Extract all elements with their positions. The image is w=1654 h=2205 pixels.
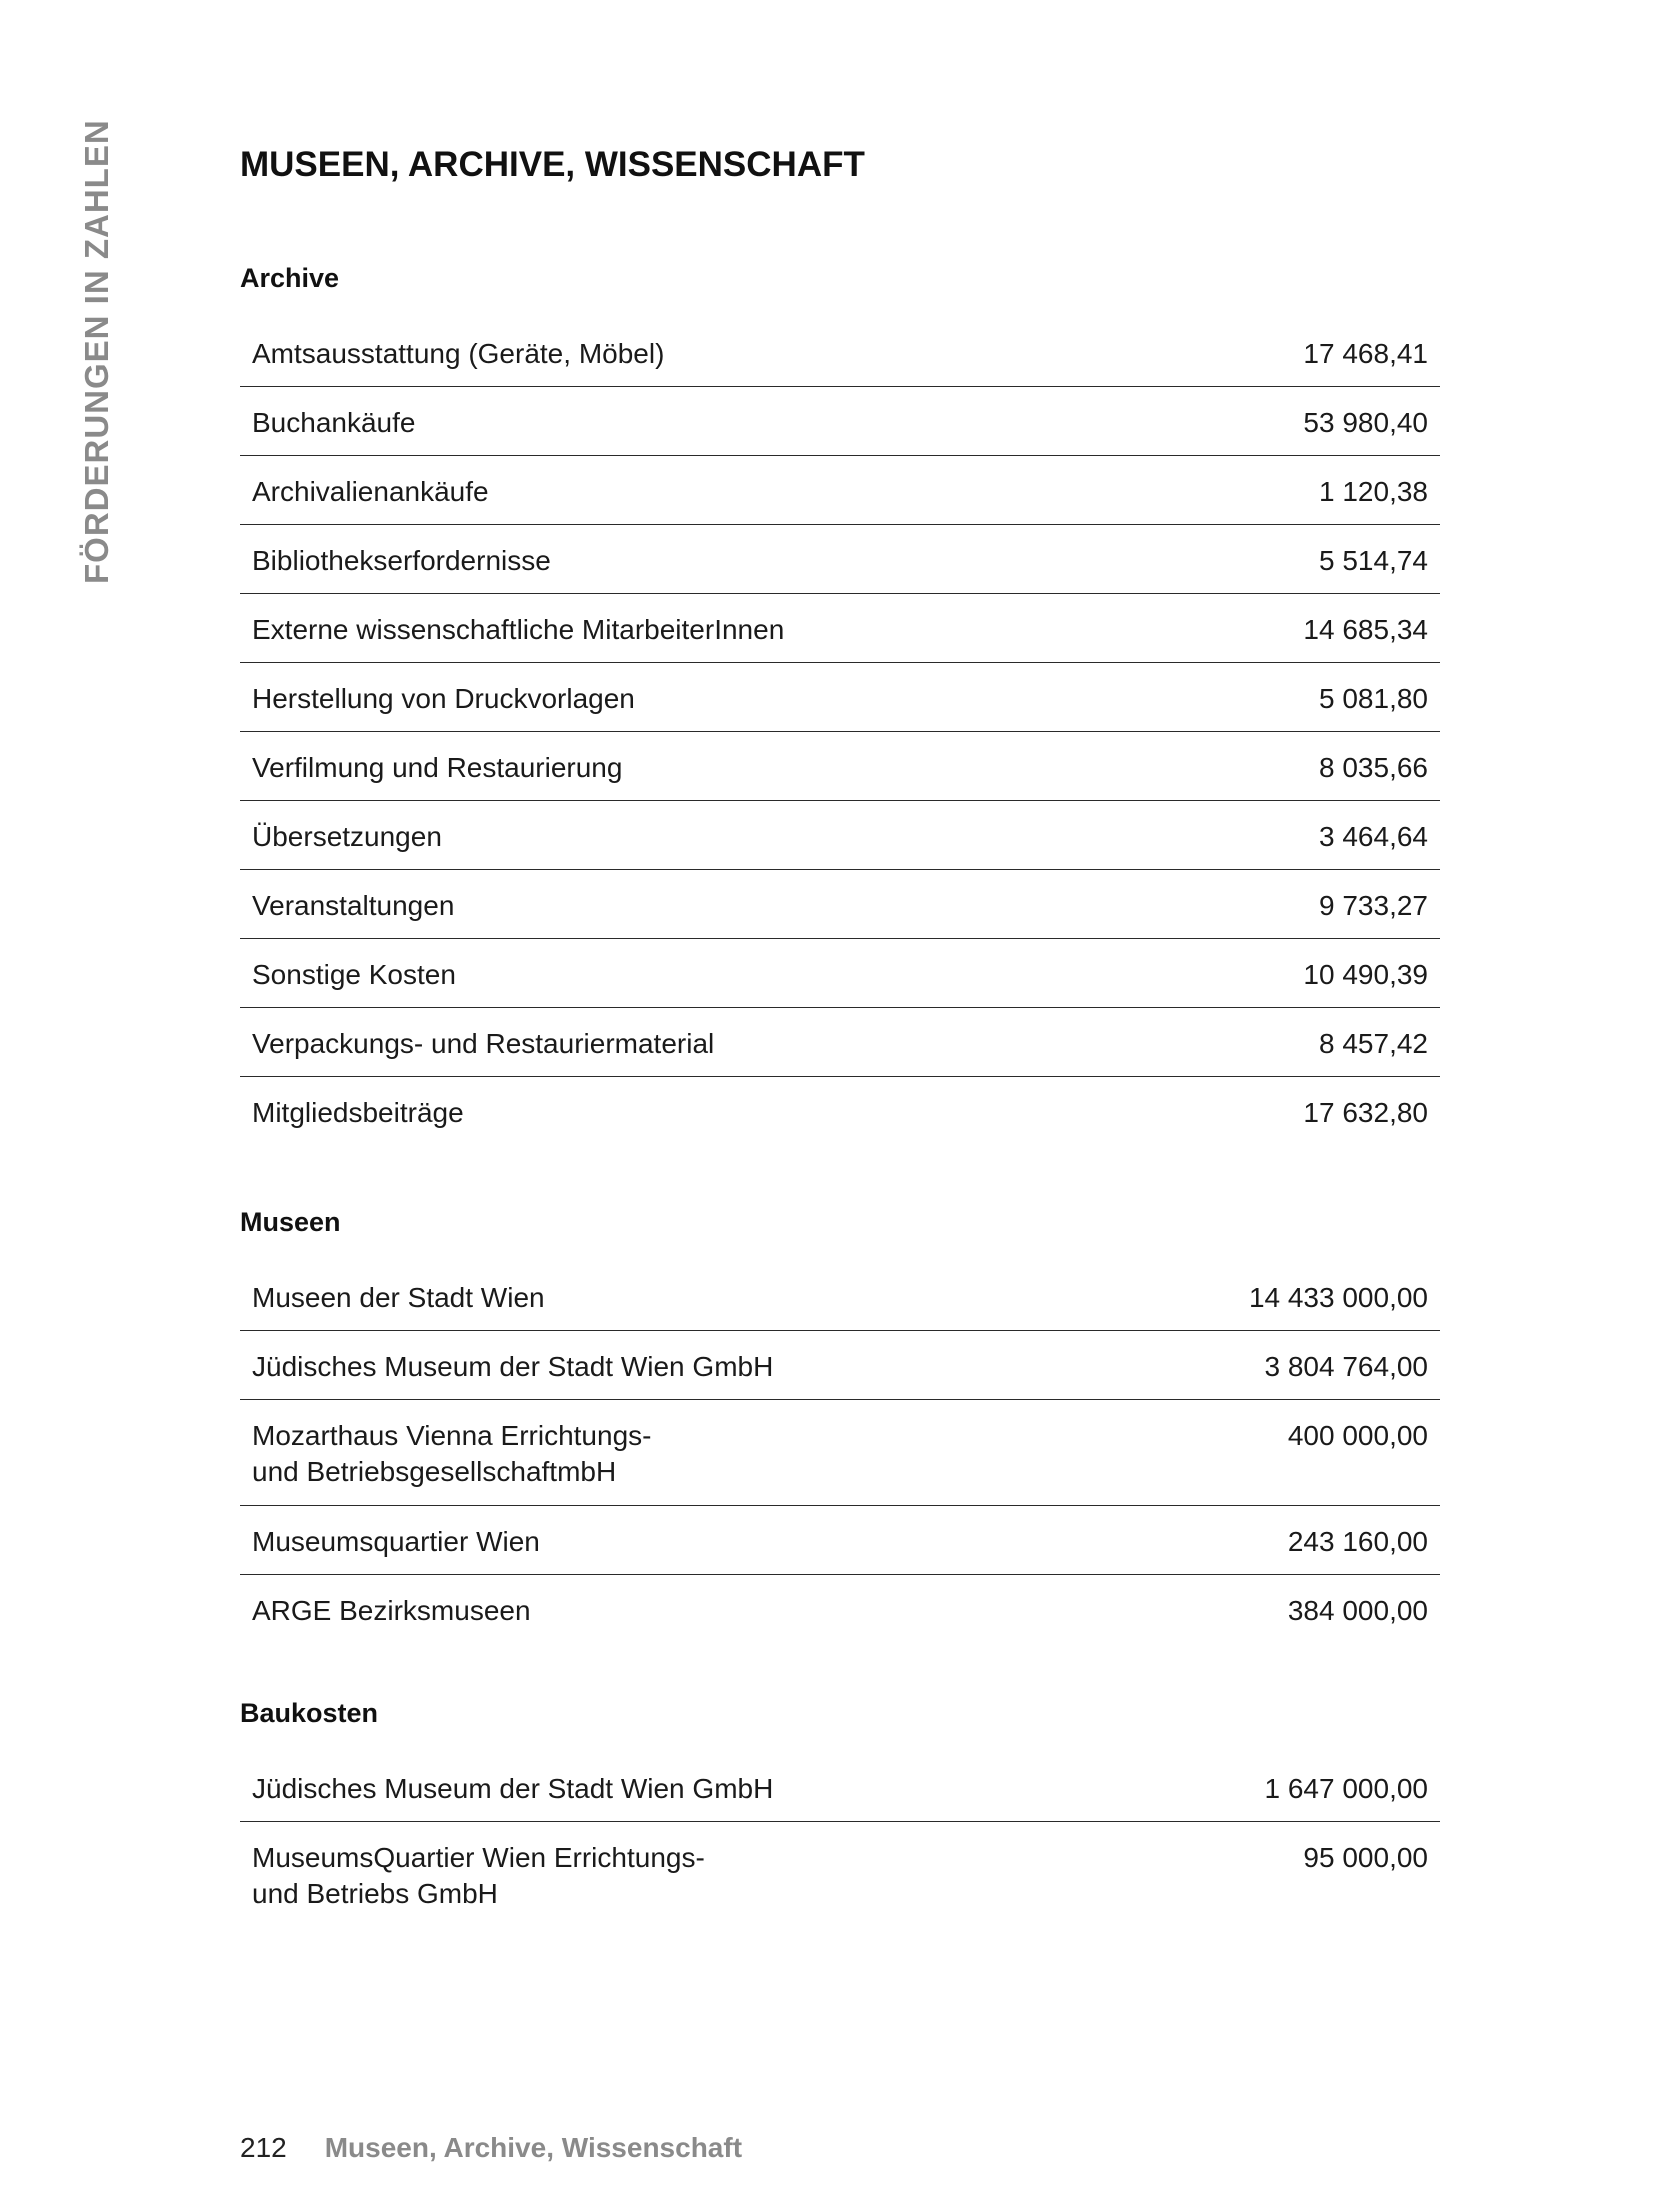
page-title: MUSEEN, ARCHIVE, WISSENSCHAFT bbox=[240, 145, 865, 184]
row-value: 9 733,27 bbox=[1319, 890, 1428, 921]
row-label: Buchankäufe bbox=[252, 407, 416, 438]
row-value: 1 120,38 bbox=[1319, 476, 1428, 507]
table-row bbox=[240, 594, 1440, 663]
row-label: Jüdisches Museum der Stadt Wien GmbH bbox=[252, 1773, 774, 1804]
row-value: 1 647 000,00 bbox=[1264, 1773, 1428, 1804]
row-value: 243 160,00 bbox=[1287, 1526, 1428, 1557]
table-row bbox=[240, 318, 1440, 387]
row-value: 400 000,00 bbox=[1287, 1420, 1428, 1451]
row-label: Sonstige Kosten bbox=[252, 959, 456, 990]
table-row bbox=[240, 1506, 1440, 1575]
table-archive bbox=[240, 318, 1440, 1146]
table-row bbox=[240, 1822, 1440, 1928]
table-row bbox=[240, 801, 1440, 870]
table-baukosten bbox=[240, 1753, 1440, 1928]
footer-section-title: Museen, Archive, Wissenschaft bbox=[324, 2132, 743, 2163]
table-row bbox=[240, 1400, 1440, 1506]
row-value: 14 433 000,00 bbox=[1248, 1282, 1428, 1313]
row-label: Veranstaltungen bbox=[252, 890, 455, 921]
row-label: Amtsausstattung (Geräte, Möbel) bbox=[252, 338, 665, 369]
row-label: Herstellung von Druckvorlagen bbox=[252, 683, 635, 714]
row-label: Verfilmung und Restaurierung bbox=[252, 752, 623, 783]
row-label: Verpackungs- und Restauriermaterial bbox=[252, 1028, 715, 1059]
section-heading-archive: Archive bbox=[240, 263, 340, 293]
row-label: Museumsquartier Wien bbox=[252, 1526, 540, 1557]
section-heading-museen: Museen bbox=[240, 1207, 341, 1237]
row-label: Archivalienankäufe bbox=[252, 476, 489, 507]
row-label: Übersetzungen bbox=[252, 821, 442, 852]
row-value: 8 035,66 bbox=[1319, 752, 1428, 783]
row-value: 53 980,40 bbox=[1303, 407, 1428, 438]
table-row bbox=[240, 663, 1440, 732]
section-heading-baukosten: Baukosten bbox=[240, 1698, 379, 1728]
row-label: MuseumsQuartier Wien Errichtungs- und Betriebs GmbH bbox=[252, 1842, 705, 1909]
table-museen bbox=[240, 1262, 1440, 1644]
table-row bbox=[240, 1575, 1440, 1644]
row-value: 3 464,64 bbox=[1319, 821, 1428, 852]
page-footer bbox=[240, 2132, 742, 2164]
row-value: 5 514,74 bbox=[1319, 545, 1428, 576]
table-row bbox=[240, 456, 1440, 525]
row-value: 17 468,41 bbox=[1303, 338, 1428, 369]
row-value: 10 490,39 bbox=[1303, 959, 1428, 990]
table-row bbox=[240, 1262, 1440, 1331]
row-value: 17 632,80 bbox=[1303, 1097, 1428, 1128]
table-row bbox=[240, 870, 1440, 939]
table-row bbox=[240, 387, 1440, 456]
row-label: Mozarthaus Vienna Errichtungs- und BetriebsgesellschaftmbH bbox=[252, 1420, 652, 1487]
table-row bbox=[240, 525, 1440, 594]
row-value: 5 081,80 bbox=[1319, 683, 1428, 714]
row-label: ARGE Bezirksmuseen bbox=[252, 1595, 531, 1626]
row-value: 14 685,34 bbox=[1303, 614, 1428, 645]
row-label: Jüdisches Museum der Stadt Wien GmbH bbox=[252, 1351, 774, 1382]
row-value: 384 000,00 bbox=[1287, 1595, 1428, 1626]
row-value: 8 457,42 bbox=[1319, 1028, 1428, 1059]
row-label: Externe wissenschaftliche MitarbeiterInnen bbox=[252, 614, 785, 645]
page-number: 212 bbox=[240, 2132, 287, 2163]
row-label: Bibliothekserfordernisse bbox=[252, 545, 551, 576]
table-row bbox=[240, 1331, 1440, 1400]
side-running-label: FÖRDERUNGEN IN ZAHLEN bbox=[78, 119, 115, 584]
row-value: 95 000,00 bbox=[1303, 1842, 1428, 1873]
row-value: 3 804 764,00 bbox=[1264, 1351, 1428, 1382]
table-row bbox=[240, 1077, 1440, 1146]
table-row bbox=[240, 1753, 1440, 1822]
table-row bbox=[240, 939, 1440, 1008]
row-label: Museen der Stadt Wien bbox=[252, 1282, 545, 1313]
table-row bbox=[240, 1008, 1440, 1077]
table-row bbox=[240, 732, 1440, 801]
row-label: Mitgliedsbeiträge bbox=[252, 1097, 464, 1128]
